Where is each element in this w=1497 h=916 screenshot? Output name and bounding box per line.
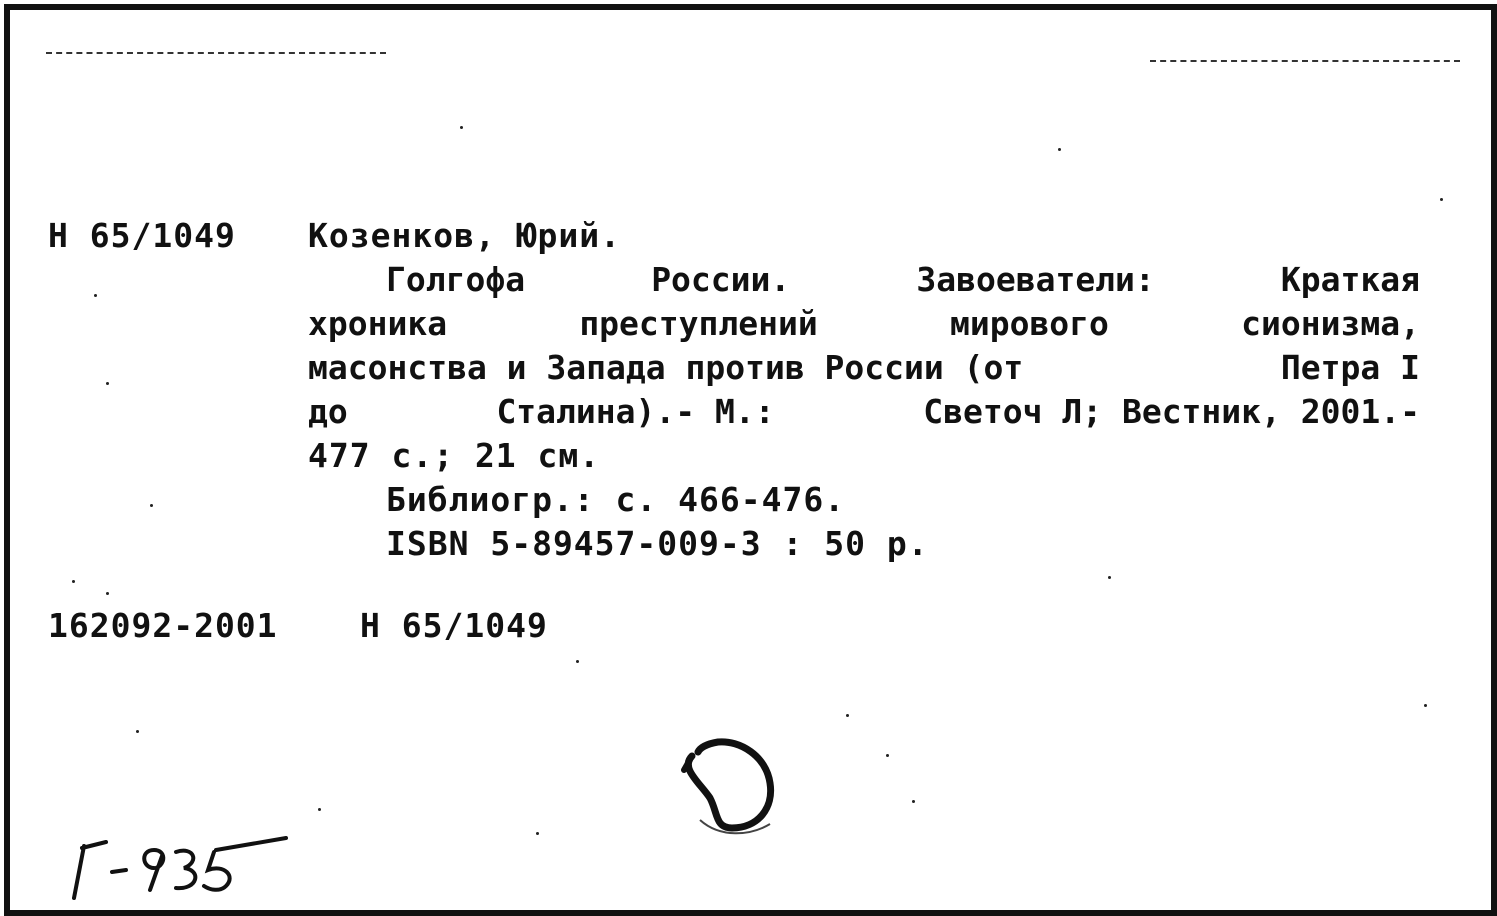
- top-right-rule: [1150, 60, 1460, 62]
- handwritten-mark: [670, 728, 790, 848]
- speck: [912, 800, 915, 803]
- accession-number: 162092-2001: [48, 606, 278, 645]
- speck: [136, 730, 139, 733]
- title-word: мирового: [949, 304, 1109, 343]
- speck: [150, 504, 153, 507]
- speck: [1058, 148, 1061, 151]
- title-segment: Светоч Л; Вестник, 2001.-: [923, 392, 1420, 431]
- title-segment: Сталина).- М.:: [496, 392, 775, 431]
- handwritten-code: [54, 828, 294, 908]
- title-word: Завоеватели:: [916, 260, 1155, 299]
- isbn: ISBN 5-89457-009-3 : 50 р.: [386, 524, 929, 563]
- top-left-rule: [46, 52, 386, 54]
- title-segment: масонства и Запада против России (от: [308, 348, 1024, 387]
- title-segment: Петра I: [1280, 348, 1420, 387]
- title-line-4: [308, 390, 1420, 434]
- speck: [460, 126, 463, 129]
- bibliography-note: Библиогр.: с. 466-476.: [386, 480, 846, 519]
- catalog-card: [4, 4, 1497, 916]
- extent: 477 с.; 21 см.: [308, 436, 601, 475]
- title-segment: до: [308, 392, 348, 431]
- speck: [94, 294, 97, 297]
- speck: [1424, 704, 1427, 707]
- speck: [72, 580, 75, 583]
- title-word: России.: [651, 260, 791, 299]
- title-line-1: [386, 258, 1420, 302]
- speck: [1108, 576, 1111, 579]
- title-word: сионизма,: [1241, 304, 1420, 343]
- speck: [846, 714, 849, 717]
- author: Козенков, Юрий.: [308, 216, 622, 255]
- speck: [1440, 198, 1443, 201]
- title-word: Голгофа: [386, 260, 526, 299]
- speck: [318, 808, 321, 811]
- speck: [106, 382, 109, 385]
- speck: [576, 660, 579, 663]
- title-word: преступлений: [579, 304, 818, 343]
- title-word: Краткая: [1280, 260, 1420, 299]
- speck: [106, 592, 109, 595]
- speck: [536, 832, 539, 835]
- title-word: хроника: [308, 304, 448, 343]
- title-line-2: [308, 302, 1420, 346]
- accession-shelfmark: Н 65/1049: [360, 606, 548, 645]
- shelfmark: Н 65/1049: [48, 216, 236, 255]
- speck: [886, 754, 889, 757]
- title-line-3: [308, 346, 1420, 390]
